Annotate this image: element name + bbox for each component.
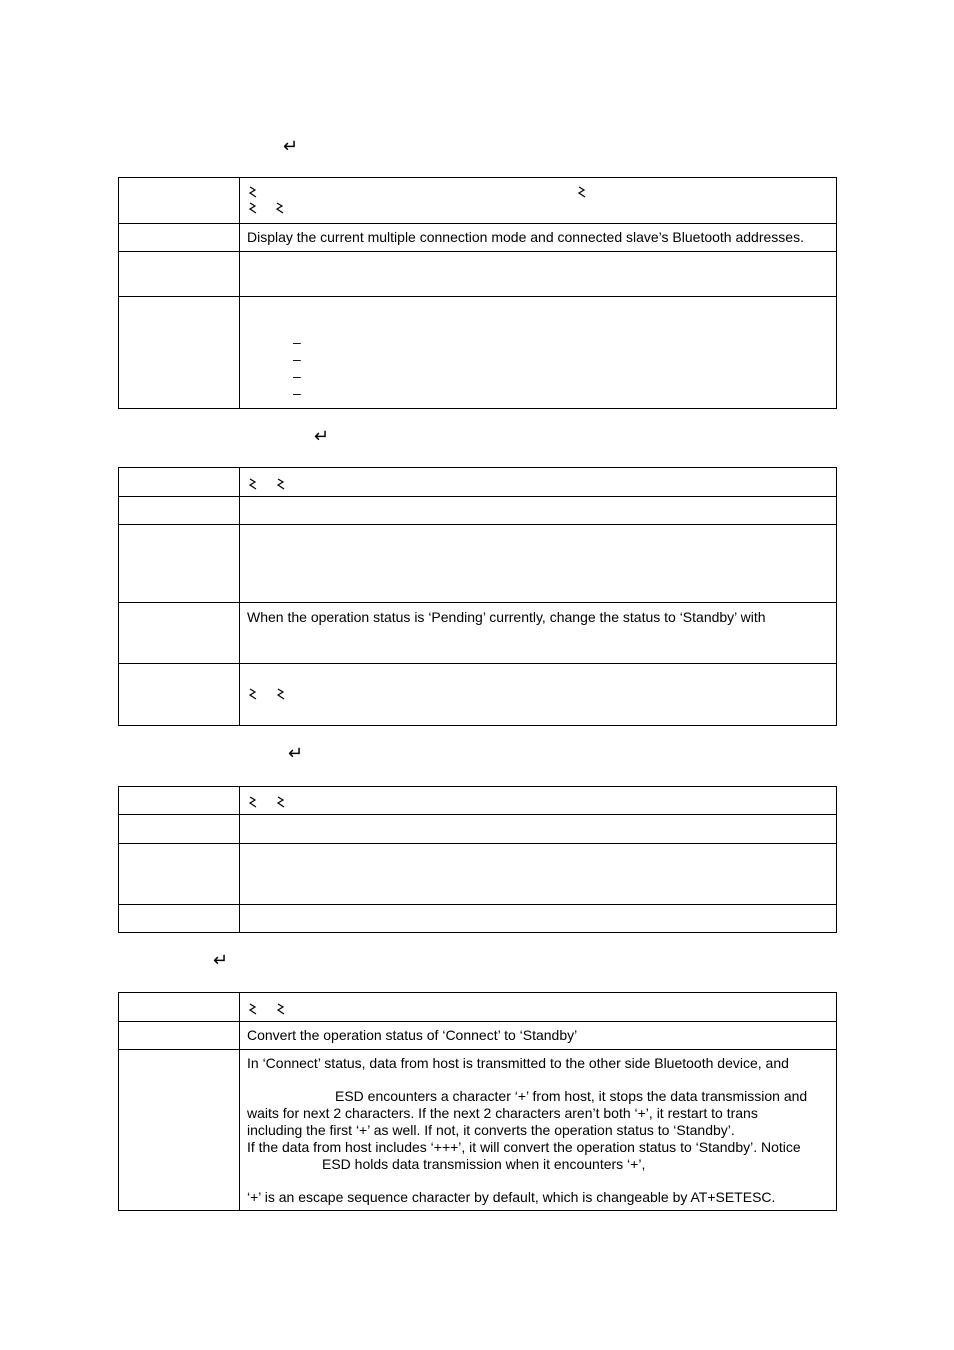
syntax-cell	[240, 178, 837, 224]
return-arrow-icon: ↵	[288, 743, 304, 763]
row-label	[119, 224, 240, 252]
return-arrow-icon: ↵	[283, 136, 299, 156]
detail-line: If the data from host includes ‘+++’, it will convert the operation status to ‘Standby’. Notice	[247, 1139, 801, 1155]
row-label	[119, 787, 240, 815]
description-cell: Convert the operation status of ‘Connect’ to ‘Standby’	[240, 1022, 837, 1050]
list-item: –	[293, 351, 301, 367]
table-row	[119, 787, 837, 815]
syntax-cell	[240, 787, 837, 815]
table-row	[119, 224, 837, 252]
row-label	[119, 993, 240, 1022]
crlf-icon	[275, 478, 287, 490]
empty-cell	[240, 525, 837, 603]
table-row	[119, 1050, 837, 1211]
command-table-2	[118, 467, 837, 726]
table-row	[119, 905, 837, 933]
empty-cell	[240, 497, 837, 525]
detail-line: waits for next 2 characters. If the next 2 characters aren’t both ‘+’, it restart to trans	[247, 1105, 758, 1121]
table-row	[119, 844, 837, 905]
row-label	[119, 905, 240, 933]
crlf-icon	[274, 202, 286, 214]
row-label	[119, 664, 240, 726]
empty-cell	[240, 844, 837, 905]
description-cell: Display the current multiple connection mode and connected slave’s Bluetooth addresses.	[240, 224, 837, 252]
crlf-icon	[275, 688, 287, 700]
row-label	[119, 1022, 240, 1050]
table-row	[119, 497, 837, 525]
detail-line: ESD holds data transmission when it encounters ‘+’,	[322, 1156, 646, 1172]
list-item: –	[293, 368, 301, 384]
row-label	[119, 603, 240, 664]
crlf-icon	[275, 1003, 287, 1015]
empty-cell	[240, 252, 837, 297]
command-table-3	[118, 786, 837, 933]
list-item: –	[293, 334, 301, 350]
table-row	[119, 525, 837, 603]
list-item: –	[293, 385, 301, 401]
table-row	[119, 468, 837, 497]
empty-cell	[240, 815, 837, 844]
row-label	[119, 178, 240, 224]
crlf-icon	[247, 796, 259, 808]
table-row	[119, 252, 837, 297]
row-label	[119, 1050, 240, 1211]
row-label	[119, 252, 240, 297]
row-label	[119, 468, 240, 497]
row-label	[119, 844, 240, 905]
command-table-4	[118, 992, 837, 1211]
row-label	[119, 815, 240, 844]
detail-line: ‘+’ is an escape sequence character by default, which is changeable by AT+SETESC.	[247, 1189, 776, 1205]
syntax-cell	[240, 664, 837, 726]
command-table-1	[118, 177, 837, 409]
syntax-cell	[240, 993, 837, 1022]
table-row	[119, 1022, 837, 1050]
crlf-icon	[576, 186, 588, 198]
description-cell: When the operation status is ‘Pending’ currently, change the status to ‘Standby’ with	[240, 603, 837, 664]
detail-cell	[240, 1050, 837, 1211]
crlf-icon	[247, 186, 259, 198]
return-arrow-icon: ↵	[213, 950, 229, 970]
crlf-icon	[247, 478, 259, 490]
row-label	[119, 497, 240, 525]
detail-line: In ‘Connect’ status, data from host is transmitted to the other side Bluetooth device, and	[247, 1055, 789, 1071]
response-cell	[240, 297, 837, 409]
detail-line: ESD encounters a character ‘+’ from host, it stops the data transmission and	[335, 1088, 808, 1104]
table-row	[119, 664, 837, 726]
syntax-cell	[240, 468, 837, 497]
detail-line: including the first ‘+’ as well. If not, it converts the operation status to ‘Standby’.	[247, 1122, 735, 1138]
empty-cell	[240, 905, 837, 933]
crlf-icon	[275, 796, 287, 808]
crlf-icon	[247, 1003, 259, 1015]
row-label	[119, 525, 240, 603]
table-row	[119, 297, 837, 409]
table-row	[119, 815, 837, 844]
table-row	[119, 603, 837, 664]
row-label	[119, 297, 240, 409]
table-row	[119, 993, 837, 1022]
return-arrow-icon: ↵	[314, 426, 330, 446]
crlf-icon	[247, 688, 259, 700]
crlf-icon	[247, 202, 259, 214]
table-row	[119, 178, 837, 224]
